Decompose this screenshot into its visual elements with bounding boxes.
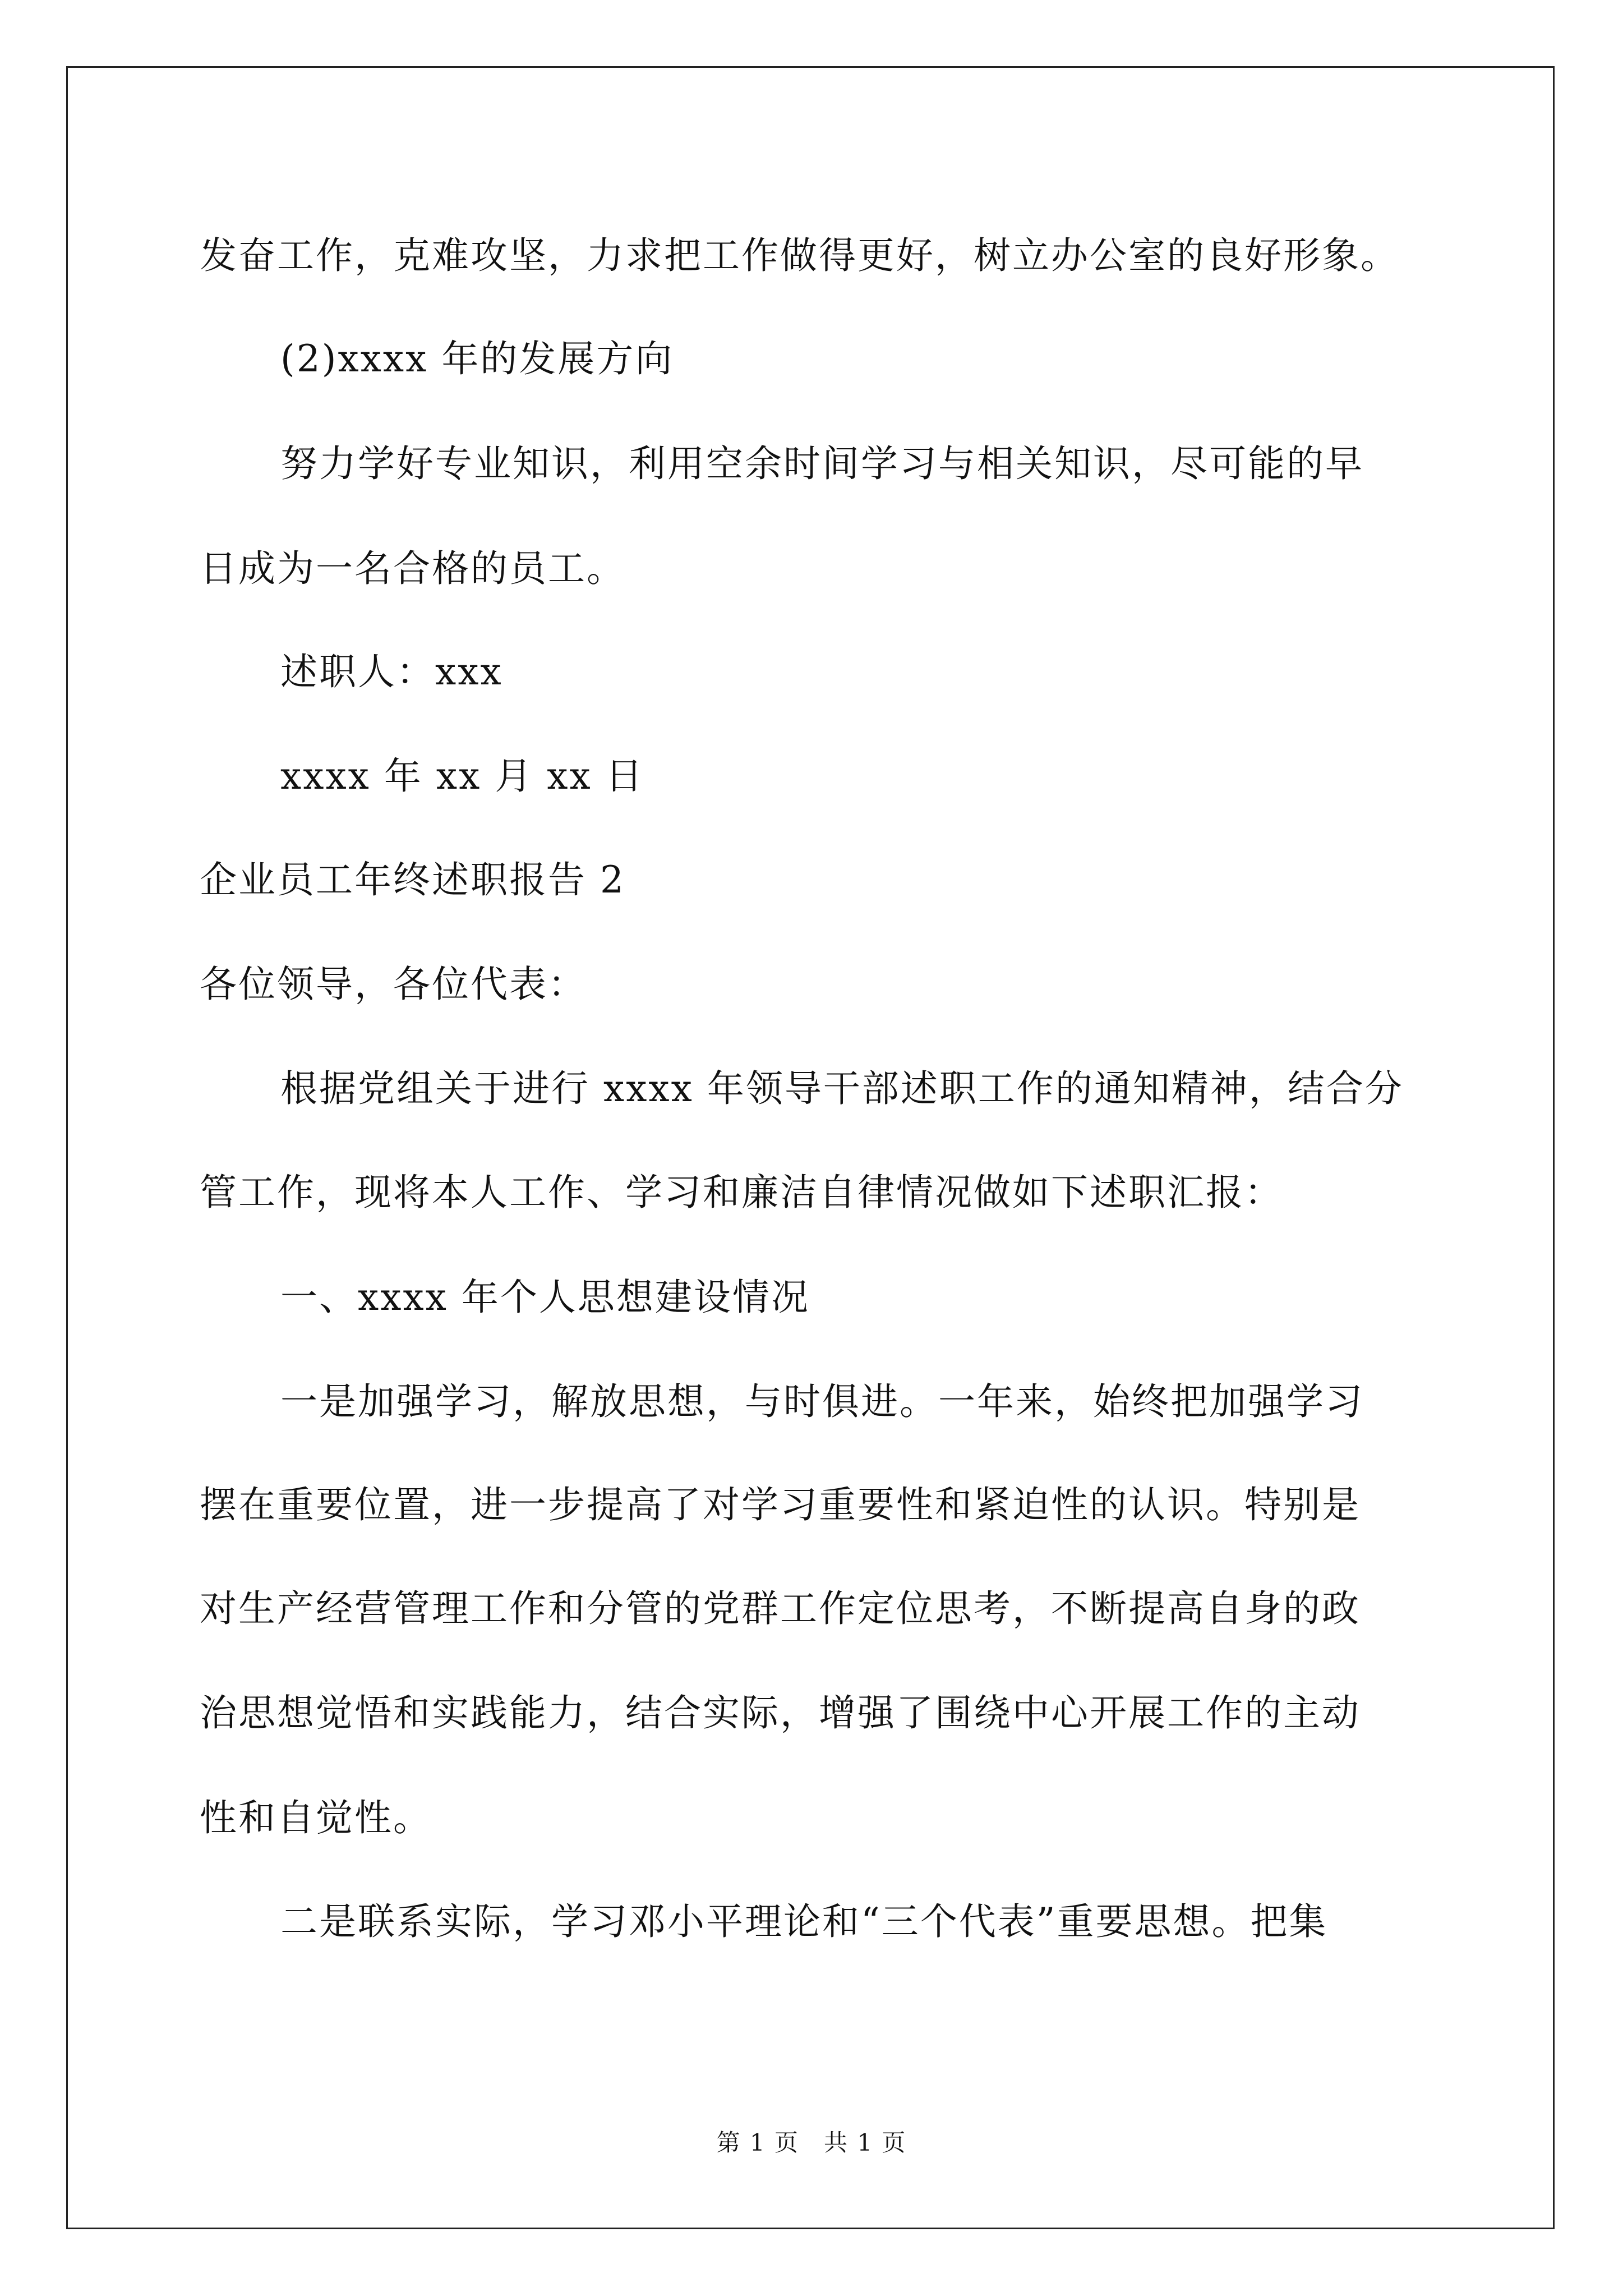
- text-line-10: 管工作，现将本人工作、学习和廉洁自律情况做如下述职汇报：: [200, 1171, 1283, 1214]
- page-number-footer: 第 1 页 共 1 页: [716, 2129, 907, 2156]
- text-line-3: 努力学好专业知识，利用空余时间学习与相关知识，尽可能的早: [280, 442, 1364, 485]
- text-line-8: 各位领导，各位代表：: [200, 963, 587, 1006]
- text-line-14: 对生产经营管理工作和分管的党群工作定位思考，不断提高自身的政: [200, 1587, 1361, 1630]
- text-line-9: 根据党组关于进行 xxxx 年领导干部述职工作的通知精神，结合分: [280, 1067, 1404, 1110]
- text-line-11: 一、xxxx 年个人思想建设情况: [280, 1276, 810, 1319]
- text-line-15: 治思想觉悟和实践能力，结合实际，增强了围绕中心开展工作的主动: [200, 1691, 1361, 1734]
- text-line-2: (2)xxxx 年的发展方向: [280, 337, 674, 380]
- text-line-12: 一是加强学习，解放思想，与时俱进。一年来，始终把加强学习: [280, 1380, 1364, 1423]
- section-heading: 企业员工年终述职报告 2: [200, 858, 625, 901]
- text-line-17: 二是联系实际，学习邓小平理论和“三个代表”重要思想。把集: [280, 1900, 1328, 1943]
- text-line-13: 摆在重要位置，进一步提高了对学习重要性和紧迫性的认识。特别是: [200, 1483, 1361, 1526]
- text-line-6: xxxx 年 xx 月 xx 日: [280, 754, 644, 798]
- text-line-16: 性和自觉性。: [200, 1796, 432, 1839]
- text-line-5: 述职人：xxx: [280, 650, 503, 693]
- text-line-4: 日成为一名合格的员工。: [200, 547, 625, 590]
- text-line-1: 发奋工作，克难攻坚，力求把工作做得更好，树立办公室的良好形象。: [200, 234, 1399, 277]
